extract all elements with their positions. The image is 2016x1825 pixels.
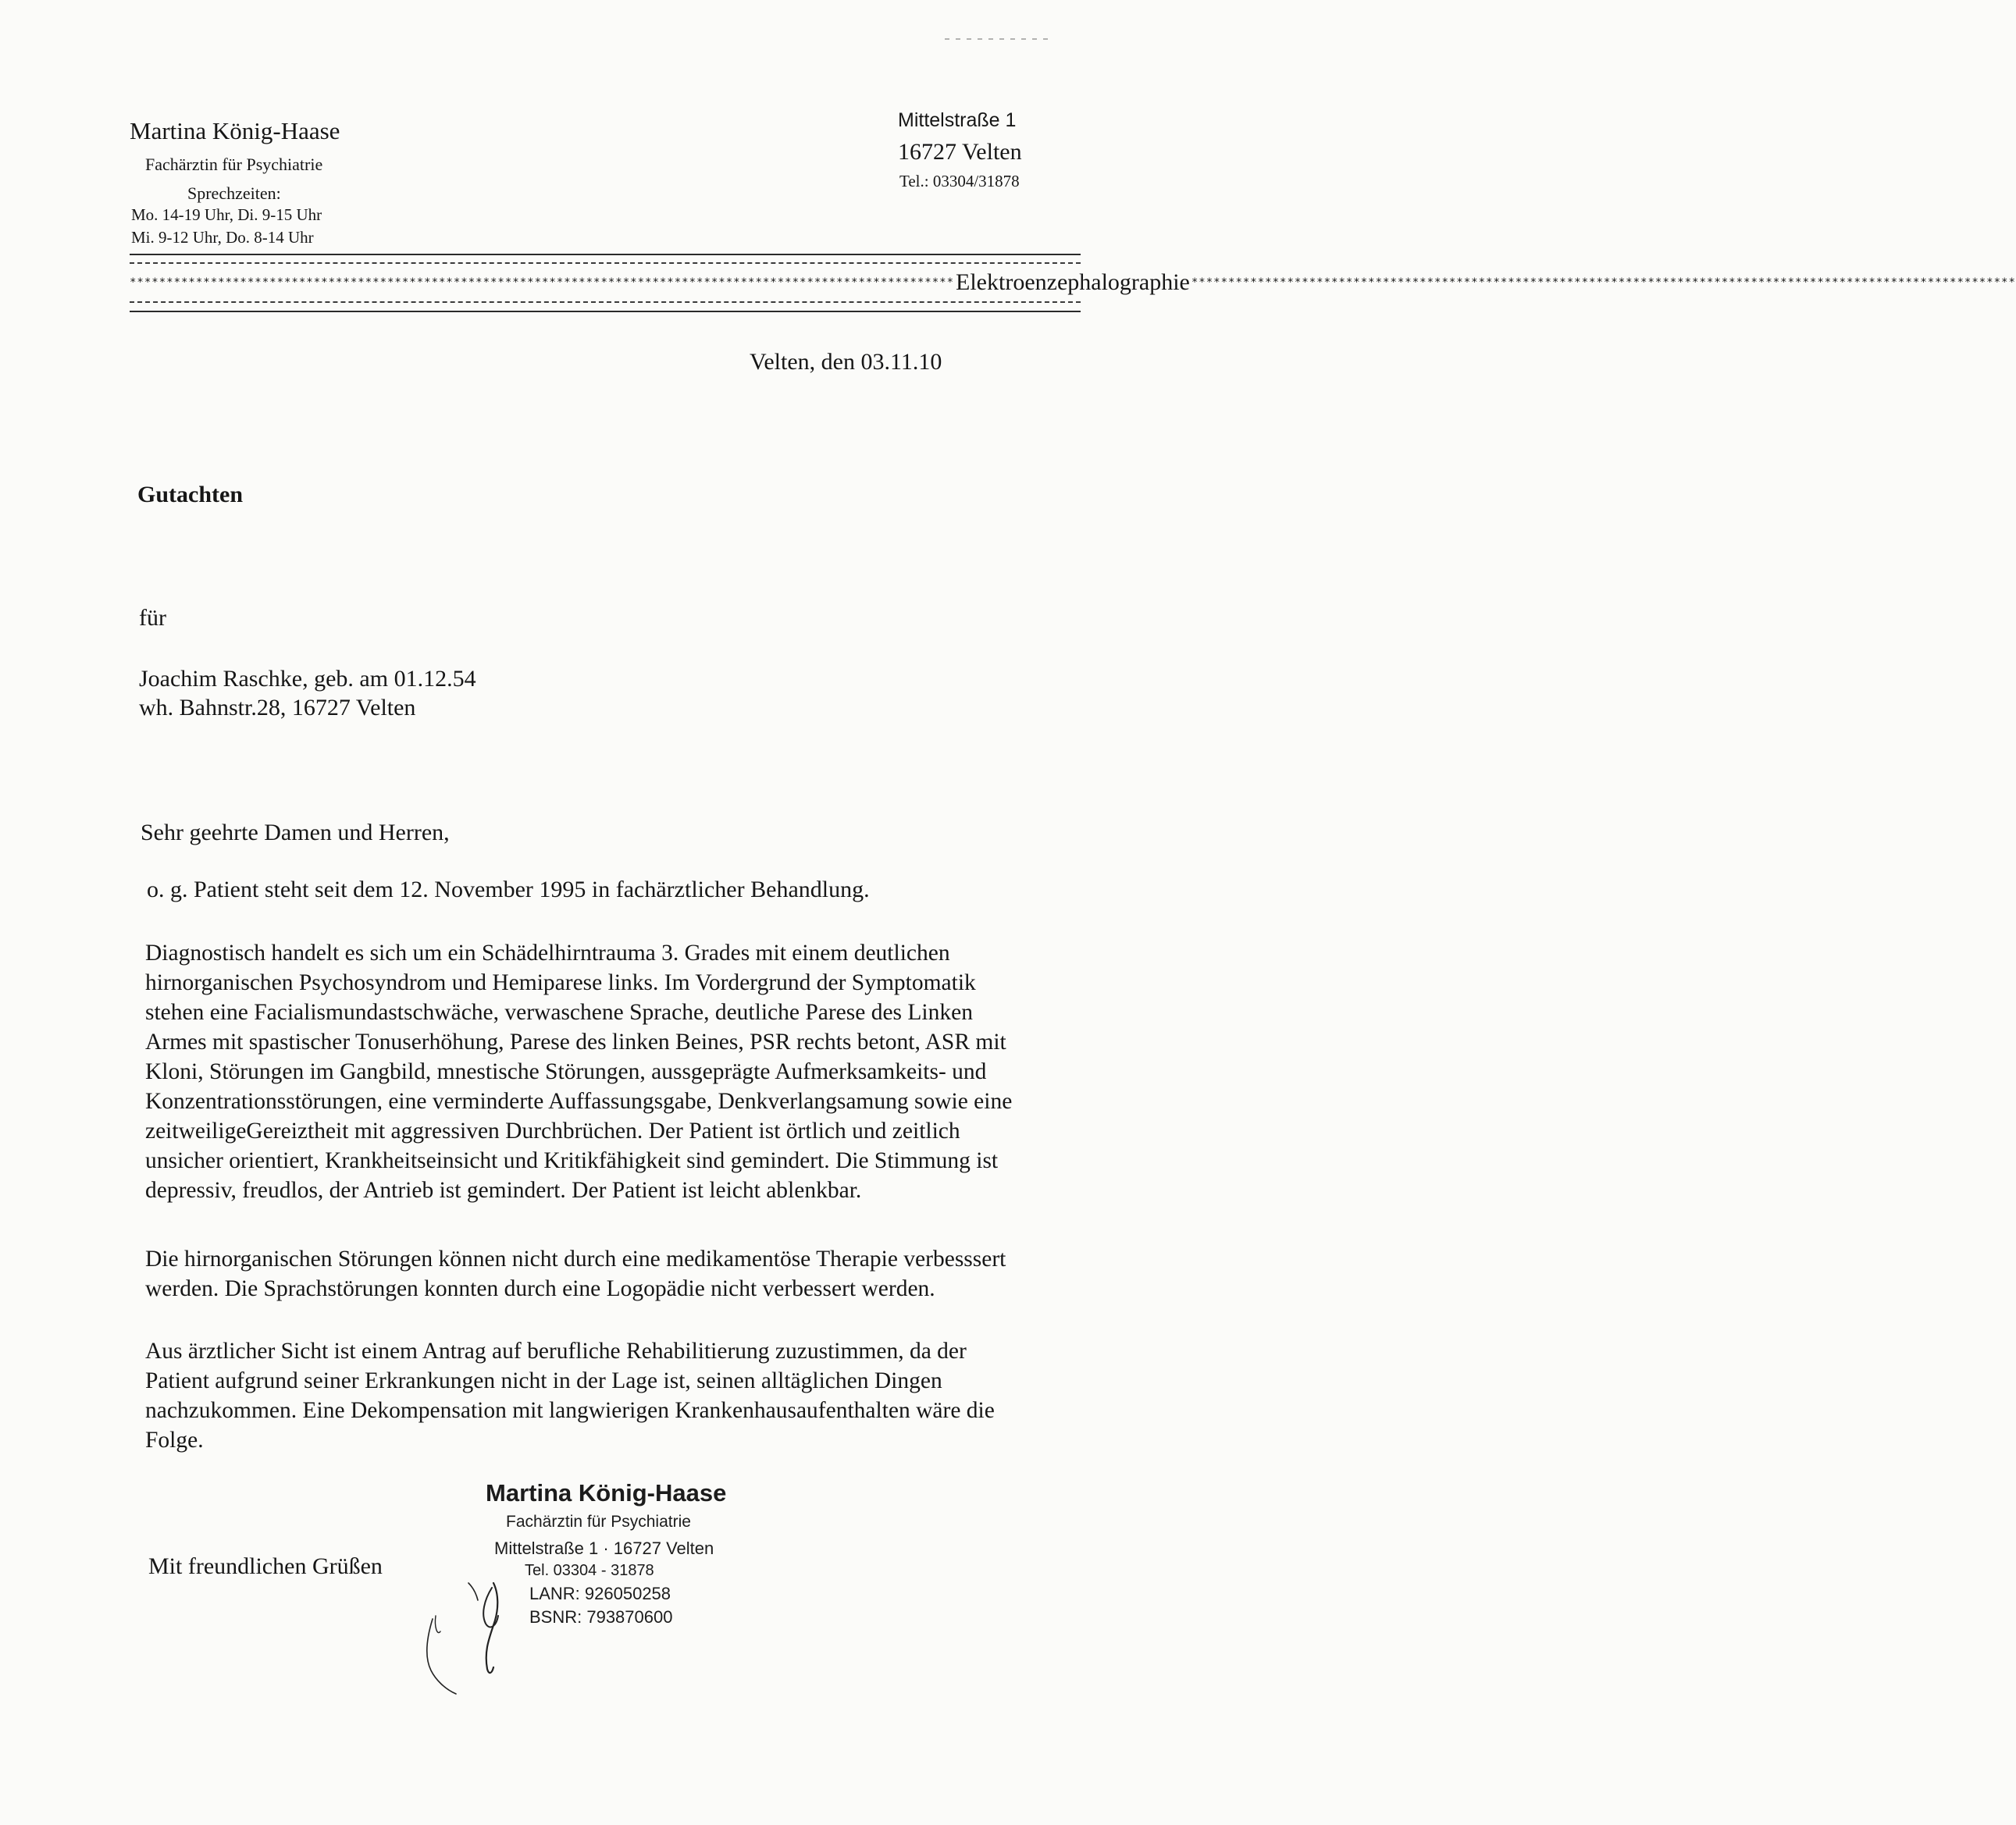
paragraph-line: depressiv, freudlos, der Antrieb ist gemindert. Der Patient ist leicht ablenkbar. xyxy=(145,1178,862,1203)
header-rule-dashed xyxy=(130,262,1081,264)
paragraph-line: Die hirnorganischen Störungen können nicht durch eine medikamentöse Therapie verbesssert xyxy=(145,1247,1006,1272)
intro-sentence: o. g. Patient steht seit dem 12. November 1995 in fachärztlicher Behandlung. xyxy=(147,877,870,902)
stamp-bsnr: BSNR: 793870600 xyxy=(529,1607,673,1627)
paragraph-line: nachzukommen. Eine Dekompensation mit langwierigen Krankenhausaufenthalten wäre die xyxy=(145,1398,995,1423)
stamp-lanr: LANR: 926050258 xyxy=(529,1584,671,1603)
paragraph-line: stehen eine Facialismundastschwäche, verwaschene Sprache, deutliche Parese des Linken xyxy=(145,1000,973,1025)
address-city: 16727 Velten xyxy=(898,139,1022,165)
paragraph-line: hirnorganischen Psychosyndrom und Hemiparese links. Im Vordergrund der Symptomatik xyxy=(145,970,976,995)
paragraph-line: Folge. xyxy=(145,1428,204,1453)
header-rule-top xyxy=(130,254,1081,255)
office-hours-line-1: Mo. 14-19 Uhr, Di. 9-15 Uhr xyxy=(131,205,322,224)
paragraph-line: Diagnostisch handelt es sich um ein Schädelhirntrauma 3. Grades mit einem deutlichen xyxy=(145,941,950,966)
therapy-paragraph xyxy=(145,1244,1121,1304)
stamp-phone: Tel. 03304 - 31878 xyxy=(525,1562,654,1579)
stamp-address: Mittelstraße 1 · 16727 Velten xyxy=(494,1539,714,1558)
handwritten-signature xyxy=(422,1577,531,1702)
recommendation-paragraph xyxy=(145,1336,1121,1455)
paragraph-line: werden. Die Sprachstörungen konnten durch eine Logopädie nicht verbessert werden. xyxy=(145,1276,935,1301)
doctor-name: Martina König-Haase xyxy=(130,117,340,144)
scan-artifact xyxy=(945,37,1054,41)
doctor-specialty: Fachärztin für Psychiatrie xyxy=(145,155,323,174)
salutation: Sehr geehrte Damen und Herren, xyxy=(141,820,450,845)
closing-greeting: Mit freundlichen Grüßen xyxy=(148,1553,383,1579)
banner-asterisks-right: **************************************************************************************************************** xyxy=(1191,276,2016,289)
banner-asterisks-left: **************************************************************************************************************** xyxy=(130,276,955,289)
for-label: für xyxy=(139,605,166,631)
paragraph-line: Kloni, Störungen im Gangbild, mnestische Störungen, aussgeprägte Aufmerksamkeits- und xyxy=(145,1059,987,1084)
header-rule-bottom xyxy=(130,311,1081,312)
office-hours-line-2: Mi. 9-12 Uhr, Do. 8-14 Uhr xyxy=(131,228,314,247)
patient-name-birthdate: Joachim Raschke, geb. am 01.12.54 xyxy=(139,666,476,692)
banner-title: Elektroenzephalographie xyxy=(956,269,1190,295)
office-hours-label: Sprechzeiten: xyxy=(187,183,281,203)
stamp-name: Martina König-Haase xyxy=(486,1479,727,1507)
header-rule-bottom-dashed xyxy=(130,301,1081,303)
document-heading: Gutachten xyxy=(137,482,243,507)
paragraph-line: Patient aufgrund seiner Erkrankungen nicht in der Lage ist, seinen alltäglichen Dingen xyxy=(145,1368,942,1393)
paragraph-line: unsicher orientiert, Krankheitseinsicht und Kritikfähigkeit sind gemindert. Die Stimmung ist xyxy=(145,1148,999,1173)
paragraph-line: Konzentrationsstörungen, eine verminderte Auffassungsgabe, Denkverlangsamung sowie eine xyxy=(145,1089,1013,1114)
diagnosis-paragraph xyxy=(145,938,1121,1205)
address-street: Mittelstraße 1 xyxy=(898,109,1017,131)
stamp-specialty: Fachärztin für Psychiatrie xyxy=(506,1513,691,1531)
section-banner xyxy=(130,269,2016,296)
paragraph-line: Armes mit spastischer Tonuserhöhung, Parese des linken Beines, PSR rechts betont, ASR mit xyxy=(145,1030,1006,1055)
patient-address: wh. Bahnstr.28, 16727 Velten xyxy=(139,695,416,720)
paragraph-line: Aus ärztlicher Sicht ist einem Antrag auf berufliche Rehabilitierung zuzustimmen, da der xyxy=(145,1339,967,1364)
address-phone: Tel.: 03304/31878 xyxy=(899,172,1020,190)
letter-date: Velten, den 03.11.10 xyxy=(750,349,942,375)
paragraph-line: zeitweiligeGereiztheit mit aggressiven Durchbrüchen. Der Patient ist örtlich und zeitlich xyxy=(145,1119,960,1144)
